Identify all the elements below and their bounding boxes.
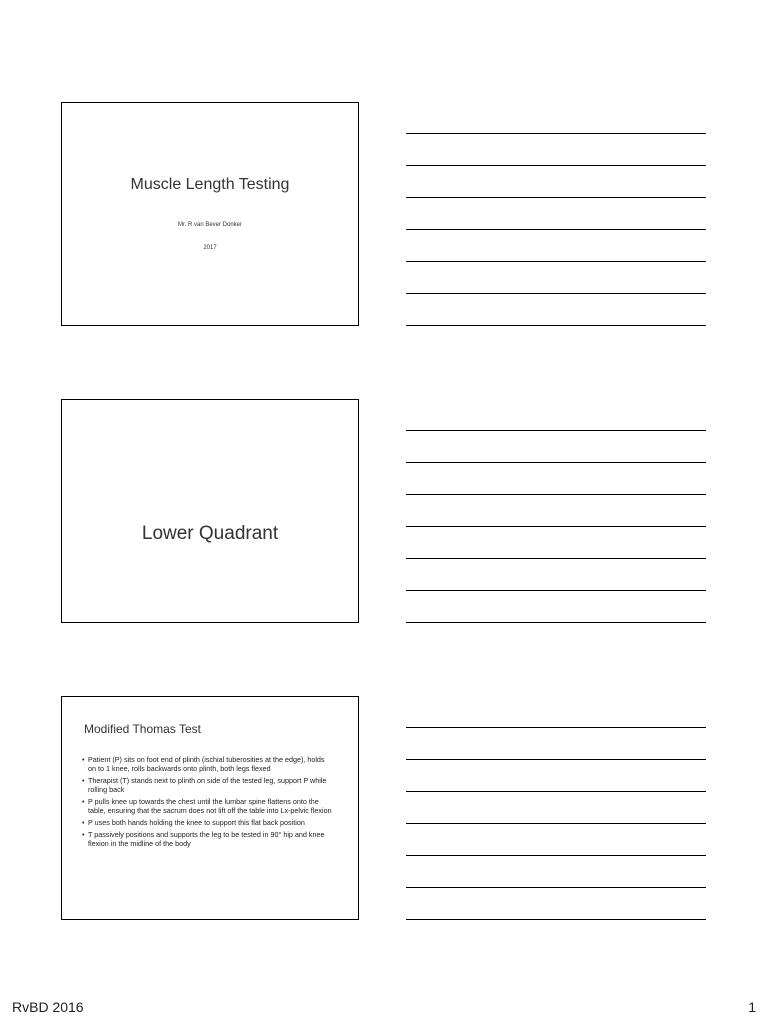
note-line [406,494,706,495]
note-line [406,526,706,527]
note-line [406,622,706,623]
note-line [406,759,706,760]
slide-2-title: Lower Quadrant [141,523,279,544]
page-number: 1 [748,999,756,1015]
slide-1-author: Mr. R van Bever Donker [177,222,243,228]
slide-thumbnail-3 [61,696,359,920]
note-line [406,165,706,166]
slide-thumbnail-2 [61,399,359,623]
bullet-list [82,755,334,851]
note-line [406,325,706,326]
note-line [406,823,706,824]
note-line [406,430,706,431]
note-line [406,855,706,856]
bullet-item: • Therapist (T) stands next to plinth on side of the tested leg, support P while rolling back [82,776,334,794]
note-line [406,727,706,728]
note-line [406,293,706,294]
slide-1-title: Muscle Length Testing [130,176,290,193]
note-line [406,229,706,230]
note-line [406,462,706,463]
note-line [406,197,706,198]
slide-thumbnail-1 [61,102,359,326]
note-line [406,558,706,559]
note-line [406,919,706,920]
bullet-item: • P pulls knee up towards the chest until the lumbar spine flattens onto the table, ensuring that the sacrum does not lift off the table into Lx-pelvic flexion [82,797,334,815]
bullet-item: • T passively positions and supports the leg to be tested in 90° hip and knee flexion in the midline of the body [82,830,334,848]
bullet-item: • P uses both hands holding the knee to support this flat back position [82,818,334,827]
slide-1-year: 2017 [203,245,217,251]
note-line [406,133,706,134]
note-line [406,590,706,591]
note-line [406,887,706,888]
note-line [406,261,706,262]
bullet-item: • Patient (P) sits on foot end of plinth (ischial tuberosities at the edge), holds on to 1 knee, rolls backwards onto plinth, both legs flexed [82,755,334,773]
footer-author-year: RvBD 2016 [12,999,84,1015]
note-line [406,791,706,792]
slide-3-title: Modified Thomas Test [84,722,201,736]
